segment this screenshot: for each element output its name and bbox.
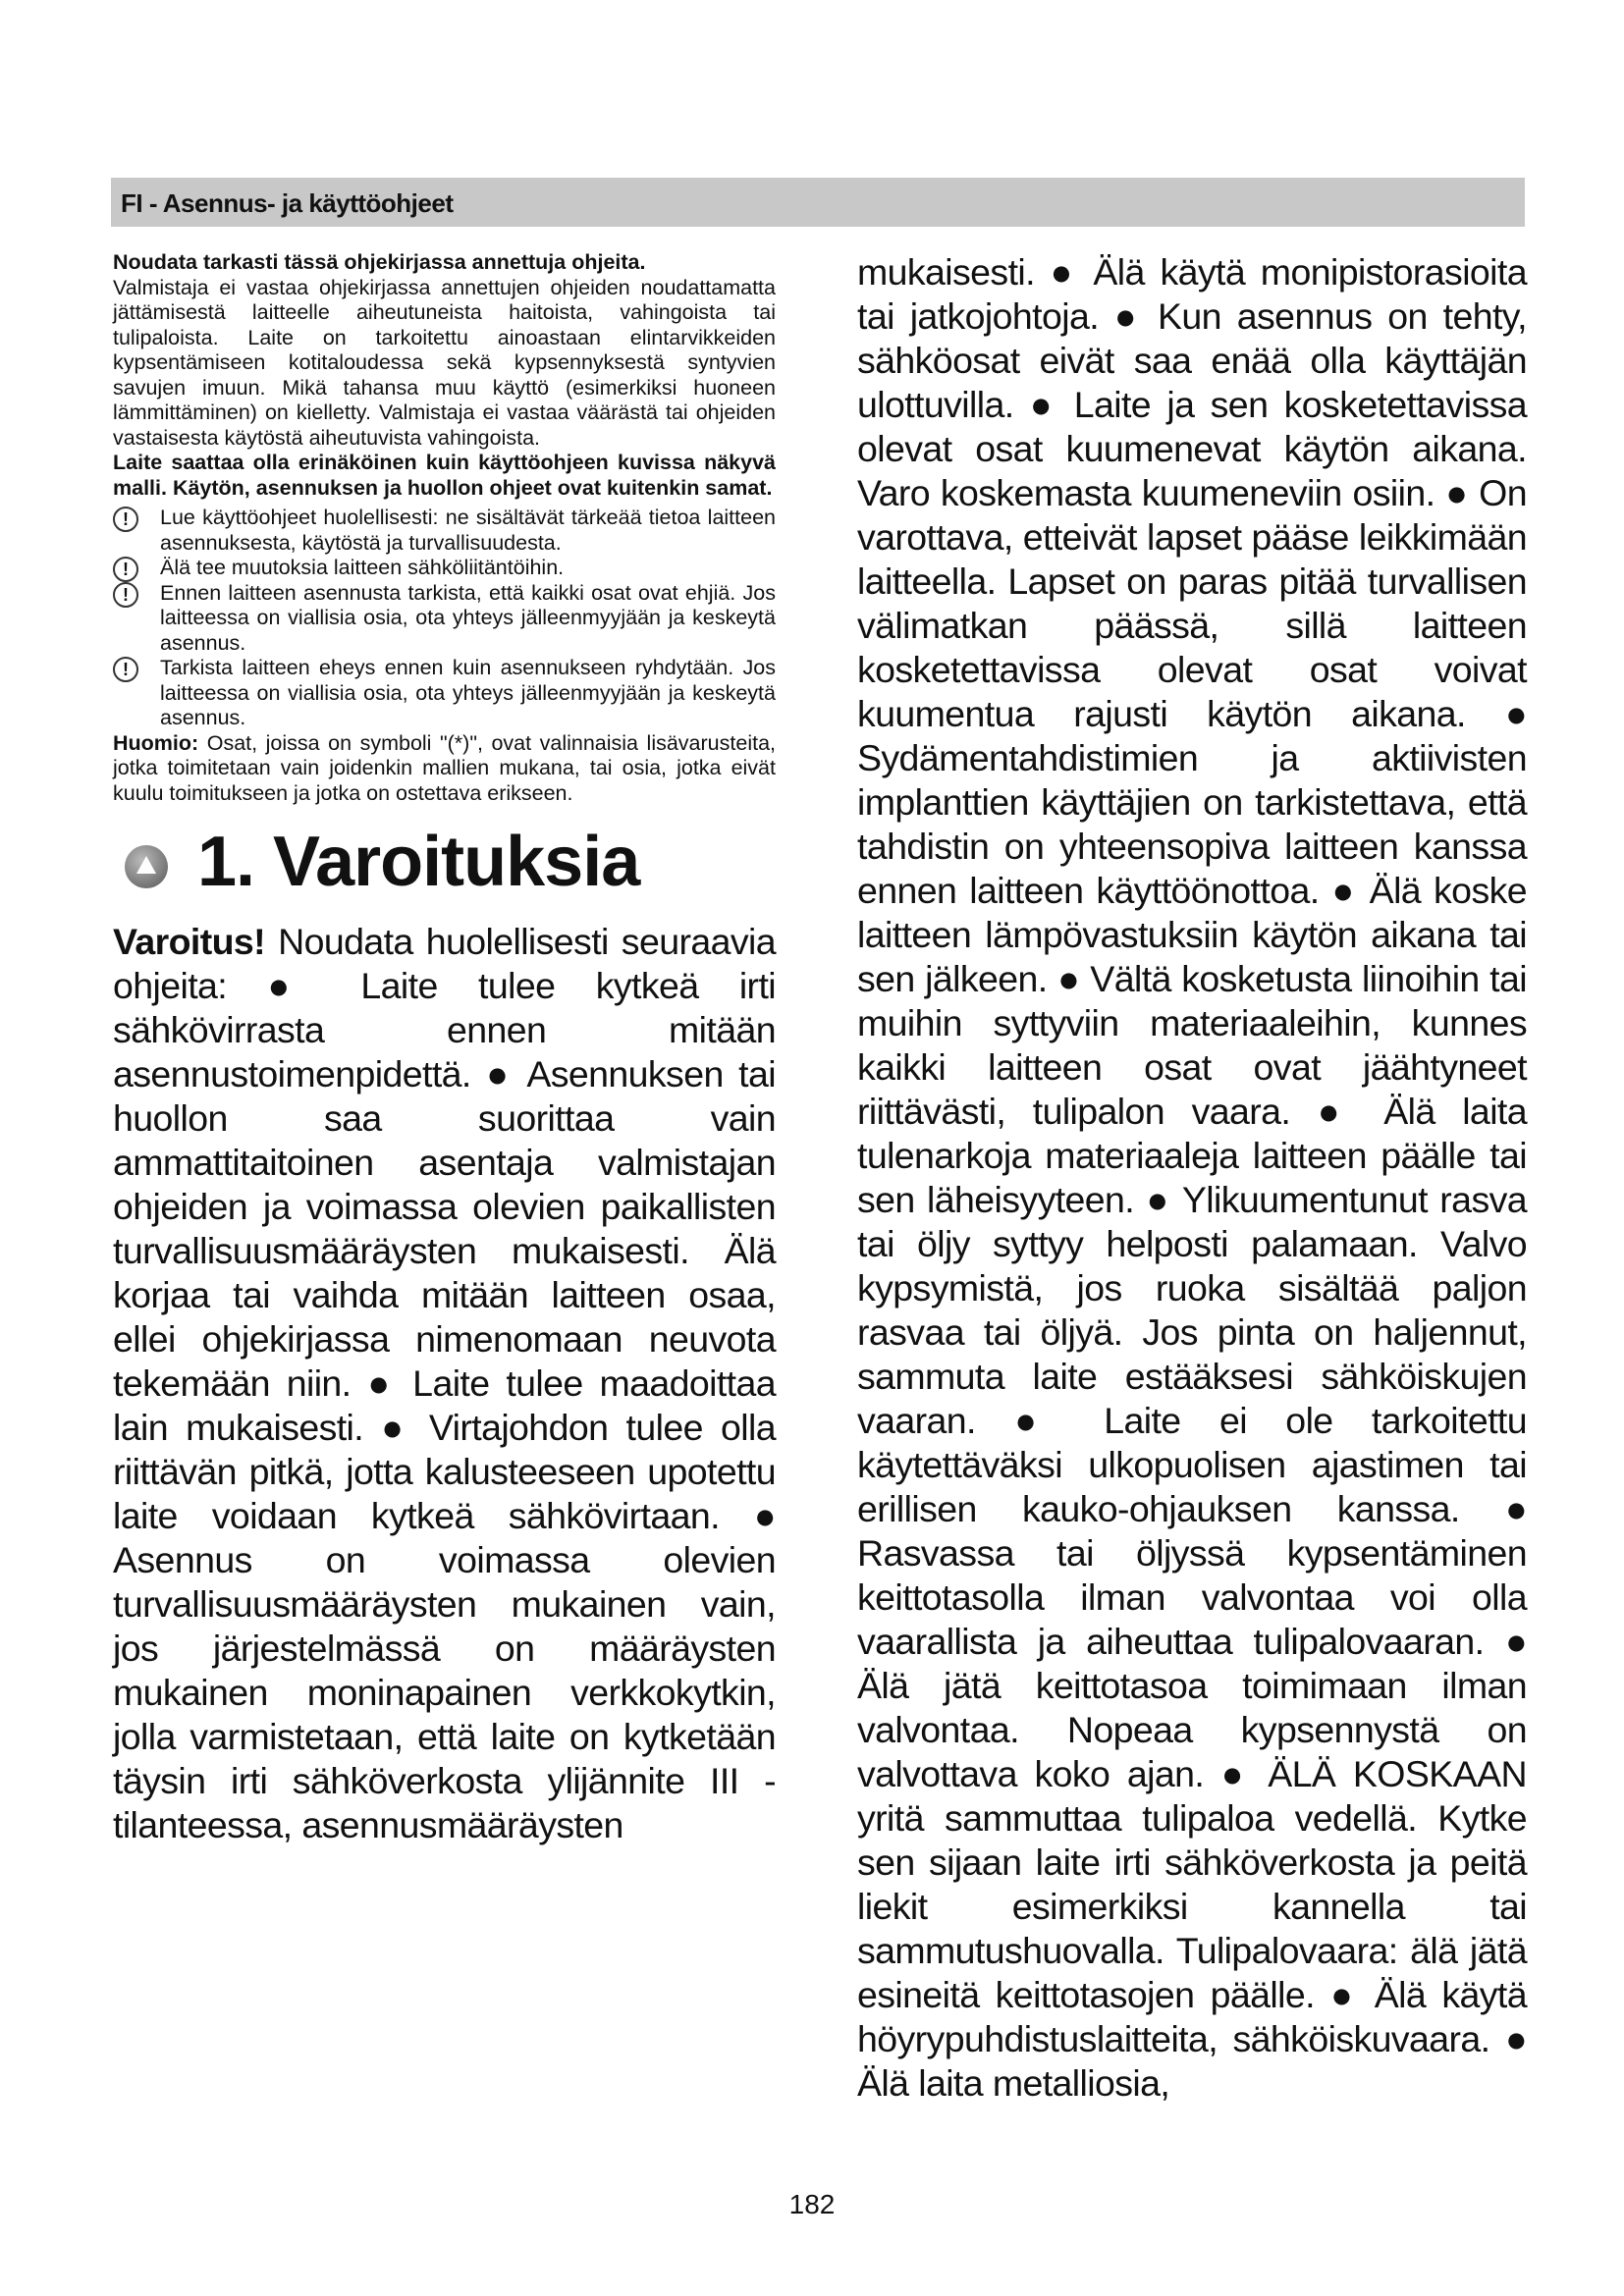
note-text: Älä tee muutoksia laitteen sähköliitäntöihin. — [160, 556, 565, 579]
note-text: Ennen laitteen asennusta tarkista, että kaikki osat ovat ehjiä. Jos laitteessa on viallisia osia, ota yhteys jälleenmyyjään ja keskeytä asennus. — [160, 580, 776, 655]
note-item — [113, 656, 776, 731]
warning-label: Varoitus! — [113, 921, 266, 962]
warning-icon — [125, 845, 168, 888]
huomio-paragraph — [113, 731, 776, 807]
note-item — [113, 556, 776, 581]
warnings-left-text: Noudata huolellisesti seuraavia ohjeita: ● Laite tulee kytkeä irti sähkövirrasta ennen mitään asennustoimenpidettä. ● Asennuksen tai huollon saa suorittaa vain ammattitaitoinen asentaja valmistajan ohjeiden ja voimassa olevien paikallisten turvallisuusmääräysten mukaisesti. Älä korjaa tai vaihda mitään laitteen osaa, ellei ohjekirjassa nimenomaan neuvota tekemään niin. ● Laite tulee maadoittaa lain mukaisesti. ● Virtajohdon tulee olla riittävän pitkä, jotta kalusteeseen upotettu laite voidaan kytkeä sähkövirtaan. ● Asennus on voimassa olevien turvallisuusmääräysten mukainen vain, jos järjestelmässä on määräysten mukainen moninapainen verkkokytkin, jolla varmistetaan, että laite on kytketään täysin irti sähköverkosta ylijännite III -tilanteessa, asennusmääräysten — [113, 921, 776, 1845]
section-heading — [113, 822, 776, 920]
note-item — [113, 581, 776, 657]
note-text: Lue käyttöohjeet huolellisesti: ne sisältävät tärkeää tietoa laitteen asennuksesta, käytöstä ja turvallisuudesta. — [160, 506, 776, 555]
header-bar — [111, 178, 1525, 227]
caution-icon — [113, 507, 138, 532]
right-column — [857, 250, 1527, 2106]
left-column — [113, 250, 776, 1847]
intro-paragraph: Valmistaja ei vastaa ohjekirjassa annettujen ohjeiden noudattamatta jättämisestä laitteelle aiheutuneista haitoista, vahingoista tai tulipaloista. Laite on tarkoitettu ainoastaan elintarvikkeiden kypsentämiseen kotitaloudessa sekä kypsennyksestä syntyvien savujen imuun. Mikä tahansa muu käyttö (esimerkiksi huoneen lämmittäminen) on kielletty. Valmistaja ei vastaa väärästä tai ohjeiden vastaisesta käytöstä aiheutuvista vahingoista. — [113, 275, 776, 450]
huomio-label: Huomio: — [113, 730, 199, 755]
page-number: 182 — [788, 2189, 836, 2219]
intro-heading: Noudata tarkasti tässä ohjekirjassa annettuja ohjeita. — [113, 250, 646, 274]
model-notice: Laite saattaa olla erinäköinen kuin käyttöohjeen kuvissa näkyvä malli. Käytön, asennuksen ja huollon ohjeet ovat kuitenkin samat. — [113, 451, 776, 500]
huomio-text: Osat, joissa on symboli "(*)", ovat valinnaisia lisävarusteita, jotka toimitetaan vain joidenkin mallien mukana, tai osia, jotka eivät kuulu toimitukseen ja jotka on ostettava erikseen. — [113, 730, 776, 805]
warnings-right-text: mukaisesti. ● Älä käytä monipistorasioita tai jatkojohtoja. ● Kun asennus on tehty, sähköosat eivät saa enää olla käyttäjän ulottuvilla. ● Laite ja sen kosketettavissa olevat osat kuumenevat käytön aikana. Varo koskemasta kuumeneviin osiin. ● On varottava, etteivät lapset pääse leikkimään laitteella. Lapset on paras pitää turvallisen välimatkan päässä, sillä laitteen kosketettavissa olevat osat voivat kuumentua rajusti käytön aikana. ● Sydämentahdistimien ja aktiivisten implanttien käyttäjien on tarkistettava, että tahdistin on yhteensopiva laitteen kanssa ennen laitteen käyttöönottoa. ● Älä koske laitteen lämpövastuksiin käytön aikana tai sen jälkeen. ● Vältä kosketusta liinoihin tai muihin syttyviin materiaaleihin, kunnes kaikki laitteen osat ovat jäähtyneet riittävästi, tulipalon vaara. ● Älä laita tulenarkoja materiaaleja laitteen päälle tai sen läheisyyteen. ● Ylikuumentunut rasva tai öljy syttyy helposti palamaan. Valvo kypsymistä, jos ruoka sisältää paljon rasvaa tai öljyä. Jos pinta on haljennut, sammuta laite estääksesi sähköiskujen vaaran. ● Laite ei ole tarkoitettu käytettäväksi ulkopuolisen ajastimen tai erillisen kauko-ohjauksen kanssa. ● Rasvassa tai öljyssä kypsentäminen keittotasolla ilman valvontaa voi olla vaarallista ja aiheuttaa tulipalovaaran. ● Älä jätä keittotasoa toimimaan ilman valvontaa. Nopeaa kypsennystä on valvottava koko ajan. ● ÄLÄ KOSKAAN yritä sammuttaa tulipaloa vedellä. Kytke sen sijaan laite irti sähköverkosta ja peitä liekit esimerkiksi kannella tai sammutushuovalla. Tulipalovaara: älä jätä esineitä keittotasojen päälle. ● Älä käytä höyrypuhdistuslaitteita, sähköiskuvaara. ● Älä laita metalliosia, — [857, 251, 1527, 2104]
page-title: FI - Asennus- ja käyttöohjeet — [121, 188, 454, 218]
note-item — [113, 506, 776, 556]
note-text: Tarkista laitteen eheys ennen kuin asennukseen ryhdytään. Jos laitteessa on viallisia osia, ota yhteys jälleenmyyjään ja keskeytä asennus. — [160, 656, 776, 729]
intro-block — [113, 250, 776, 806]
caution-icon — [113, 657, 138, 682]
caution-icon — [113, 557, 138, 582]
section-title: 1. Varoituksia — [197, 823, 640, 901]
warnings-left — [113, 920, 776, 1847]
caution-icon — [113, 582, 138, 608]
